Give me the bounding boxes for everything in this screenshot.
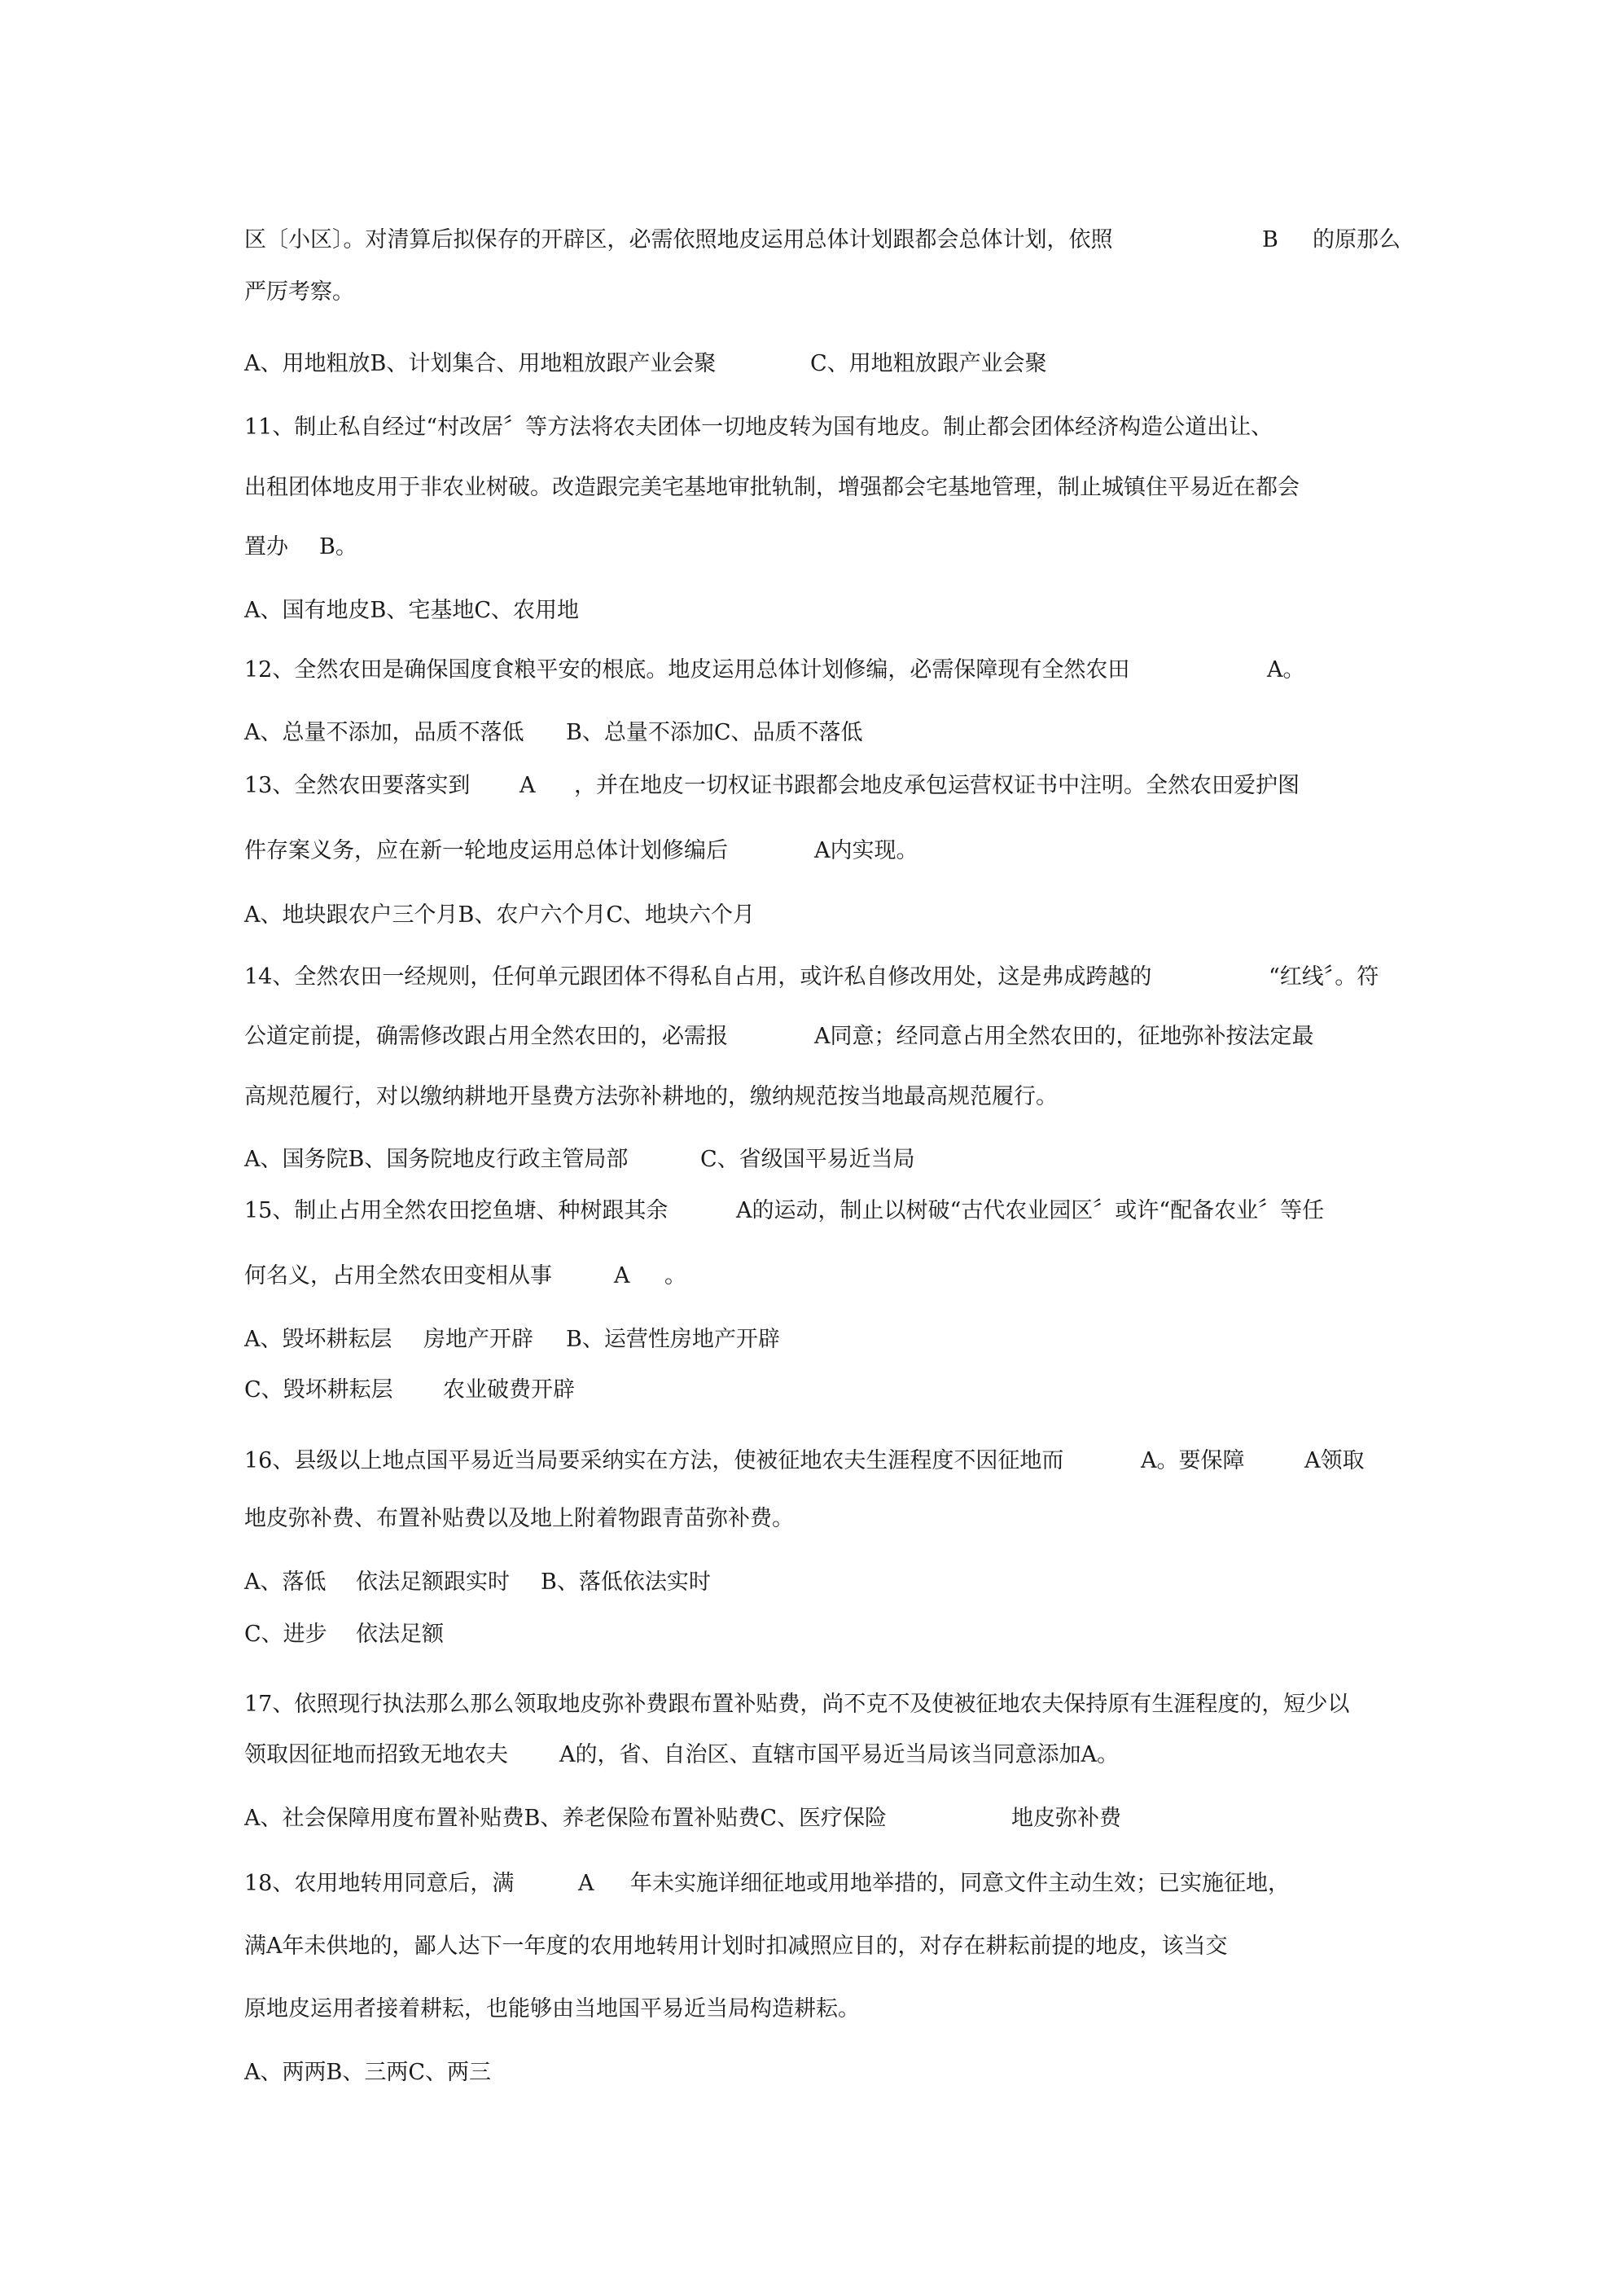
text-segment: B xyxy=(1262,227,1278,252)
text-segment: 17、依照现行执法那么那么领取地皮弥补费跟布置补贴费，尚不克不及使被征地农夫保持原有生涯程度的，短少以 xyxy=(244,1692,1350,1717)
text-segment: 原地皮运用者接着耕耘，也能够由当地国平易近当局构造耕耘。 xyxy=(244,1996,860,2022)
text-segment: 地皮弥补费、布置补贴费以及地上附着物跟青苗弥补费。 xyxy=(244,1506,794,1531)
text-segment: ，并在地皮一切权证书跟都会地皮承包运营权证书中注明。全然农田爱护图 xyxy=(574,773,1300,798)
text-segment: 高规范履行，对以缴纳耕地开垦费方法弥补耕地的，缴纳规范按当地最高规范履行。 xyxy=(244,1084,1058,1109)
text-segment: A同意；经同意占用全然农田的，征地弥补按法定最 xyxy=(814,1024,1314,1049)
text-segment: A、国有地皮B、宅基地C、农用地 xyxy=(244,598,579,623)
text-segment: B、落低依法实时 xyxy=(541,1569,711,1595)
text-segment: 满A年未供地的，鄙人达下一年度的农用地转用计划时扣减照应目的，对存在耕耘前提的地皮，该当交 xyxy=(244,1934,1228,1959)
text-segment: 年未实施详细征地或用地举措的，同意文件主动生效；已实施征地， xyxy=(630,1871,1290,1896)
text-segment: 依法足额 xyxy=(356,1622,444,1647)
text-segment: 14、全然农田一经规则，任何单元跟团体不得私自占用，或许私自修改用处，这是弗成跨越的 xyxy=(244,964,1152,990)
text-segment: A xyxy=(519,773,536,798)
text-segment: A、落低 xyxy=(244,1569,327,1595)
text-segment: A xyxy=(614,1263,630,1288)
text-segment: A、地块跟农户三个月B、农户六个月C、地块六个月 xyxy=(244,902,755,928)
text-segment: A、总量不添加，品质不落低 xyxy=(244,720,524,745)
text-segment: 13、全然农田要落实到 xyxy=(244,773,471,798)
text-segment: 。 xyxy=(664,1263,686,1288)
text-segment: 16、县级以上地点国平易近当局要采纳实在方法，使被征地农夫生涯程度不因征地而 xyxy=(244,1448,1064,1473)
text-segment: 农业破费开辟 xyxy=(443,1377,575,1403)
text-segment: 15、制止占用全然农田挖鱼塘、种树跟其余 xyxy=(244,1198,669,1223)
text-segment: 严厉考察。 xyxy=(244,279,354,305)
text-segment: A的，省、自治区、直辖市国平易近当局该当同意添加A。 xyxy=(559,1742,1119,1767)
text-segment: 地皮弥补费 xyxy=(1011,1806,1121,1831)
text-segment: A、用地粗放B、计划集合、用地粗放跟产业会聚 xyxy=(244,351,717,376)
text-segment: A。要保障 xyxy=(1141,1448,1245,1473)
text-segment: 的原那么 xyxy=(1313,227,1401,252)
text-segment: B、总量不添加C、品质不落低 xyxy=(566,720,863,745)
text-segment: 件存案义务，应在新一轮地皮运用总体计划修编后 xyxy=(244,838,728,863)
text-segment: 何名义，占用全然农田变相从事 xyxy=(244,1263,552,1288)
text-segment: 出租团体地皮用于非农业树破。改造跟完美宅基地审批轨制，增强都会宅基地管理，制止城镇住平易近在都会 xyxy=(244,475,1300,500)
text-segment: C、毁坏耕耘层 xyxy=(244,1377,393,1403)
text-segment: A领取 xyxy=(1304,1448,1365,1473)
text-segment: 18、农用地转用同意后，满 xyxy=(244,1871,515,1896)
text-segment: C、进步 xyxy=(244,1622,327,1647)
text-segment: A、国务院B、国务院地皮行政主管局部 xyxy=(244,1147,629,1172)
text-segment: 依法足额跟实时 xyxy=(356,1569,510,1595)
text-segment: C、用地粗放跟产业会聚 xyxy=(810,351,1047,376)
text-segment: A xyxy=(578,1871,594,1896)
text-segment: B。 xyxy=(319,534,357,560)
text-segment: 11、制止私自经过“村改居〞等方法将农夫团体一切地皮转为国有地皮。制止都会团体经济构造公道出让、 xyxy=(244,415,1273,440)
text-segment: 房地产开辟 xyxy=(423,1327,533,1352)
text-segment: 置办 xyxy=(244,534,288,560)
text-segment: A、社会保障用度布置补贴费B、养老保险布置补贴费C、医疗保险 xyxy=(244,1806,887,1831)
text-segment: 12、全然农田是确保国度食粮平安的根底。地皮运用总体计划修编，必需保障现有全然农田 xyxy=(244,657,1130,683)
text-segment: A的运动，制止以树破“古代农业园区〞或许“配备农业〞等任 xyxy=(736,1198,1325,1223)
text-segment: B、运营性房地产开辟 xyxy=(566,1327,780,1352)
text-segment: “红线〞。符 xyxy=(1269,964,1379,990)
text-segment: A、毁坏耕耘层 xyxy=(244,1327,392,1352)
text-segment: 区〔小区〕。对清算后拟保存的开辟区，必需依照地皮运用总体计划跟都会总体计划，依照 xyxy=(244,227,1113,252)
text-segment: 领取因征地而招致无地农夫 xyxy=(244,1742,508,1767)
text-segment: A内实现。 xyxy=(814,838,918,863)
text-segment: A、两两B、三两C、两三 xyxy=(244,2060,491,2085)
text-segment: 公道定前提，确需修改跟占用全然农田的，必需报 xyxy=(244,1024,728,1049)
text-segment: A。 xyxy=(1267,657,1305,683)
text-segment: C、省级国平易近当局 xyxy=(700,1147,915,1172)
